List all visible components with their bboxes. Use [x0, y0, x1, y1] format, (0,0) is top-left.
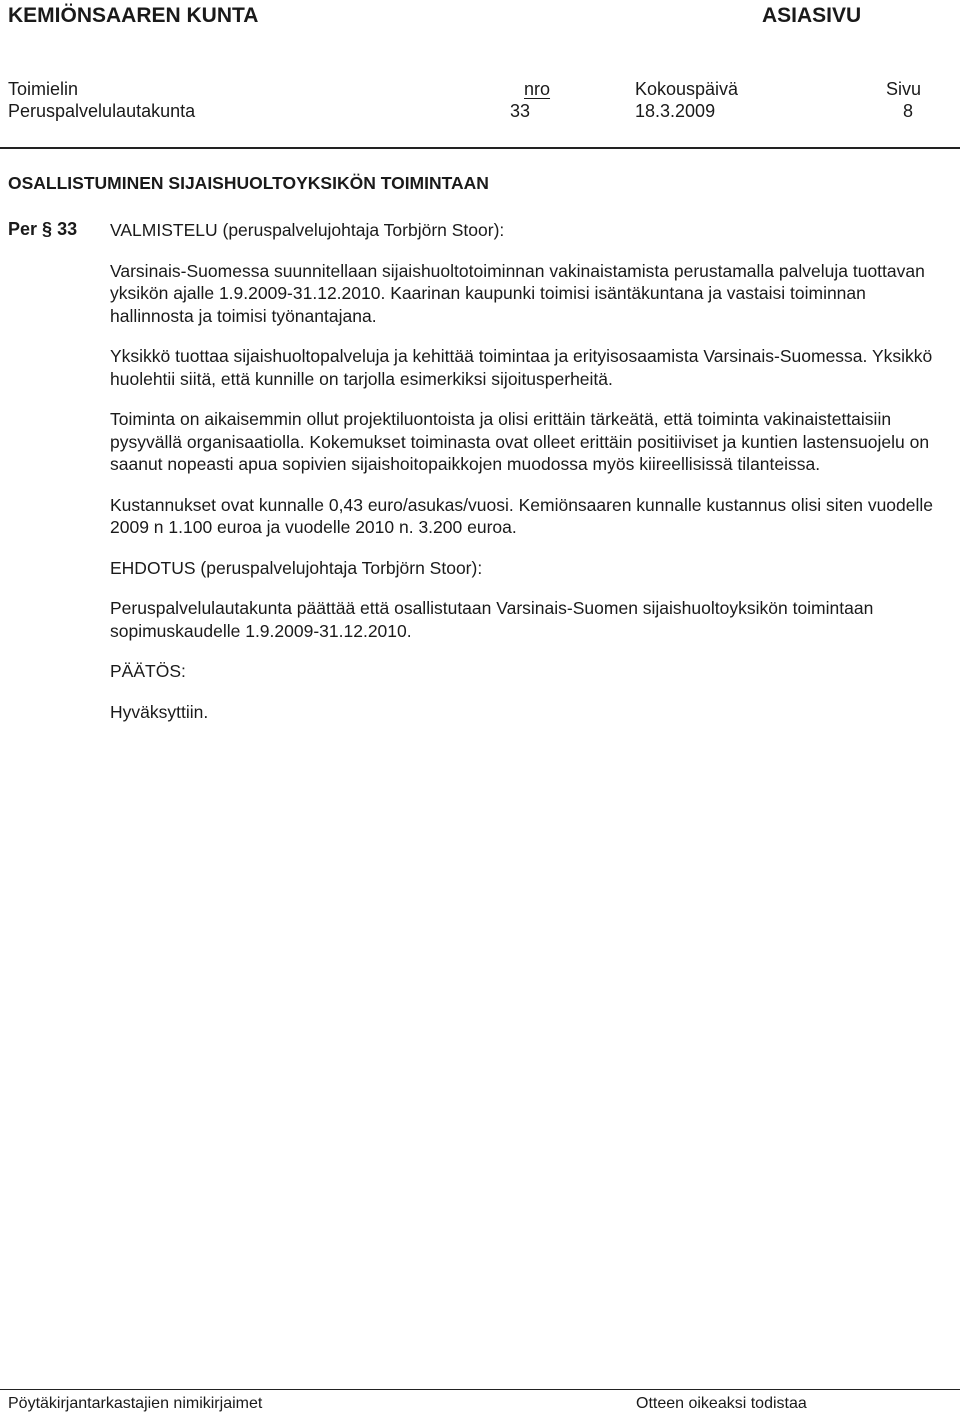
value-meeting-date: 18.3.2009 — [635, 101, 716, 121]
footer-certification: Otteen oikeaksi todistaa — [636, 1395, 807, 1412]
decision-text: Hyväksyttiin. — [110, 701, 209, 722]
footer-divider — [0, 1389, 960, 1390]
proposal-text: Peruspalvelulautakunta päättää että osallistutaan Varsinais-Suomen sijaishuoltoyksikön toimintaan sopimuskaudelle 1.9.2009-31.12.2010. — [110, 598, 874, 641]
document-type: ASIASIVU — [762, 4, 862, 27]
section-sign-icon: § — [42, 219, 53, 239]
paragraph-costs: Kustannukset ovat kunnalle 0,43 euro/asukas/vuosi. Kemiönsaaren kunnalle kustannus olisi siten vuodelle 2009 n 1.100 euroa ja vuodelle 2010 n. 3.200 euroa. — [110, 494, 934, 537]
preparation-heading: VALMISTELU (peruspalvelujohtaja Torbjörn Stoor): — [110, 220, 505, 240]
section-number: 33 — [57, 219, 78, 239]
label-page: Sivu — [886, 79, 922, 99]
value-page: 8 — [903, 101, 914, 121]
paragraph-experience: Toiminta on aikaisemmin ollut projektiluontoista ja olisi erittäin tärkeätä, että toiminta vakinaistettaisiin pysyvällä organisaatiolla. Kokemukset toiminasta ovat olleet erittäin positiiviset ja kuntien lastensuojelu on saanut nopeasti apua sopivien sijaishoitopaikkojen muodossa myös kiireellisissä tilanteissa. — [110, 409, 930, 474]
footer-reviewers-initials: Pöytäkirjantarkastajien nimikirjaimet — [8, 1395, 263, 1412]
municipality-name: KEMIÖNSAAREN KUNTA — [8, 4, 259, 27]
matter-body — [110, 219, 952, 741]
section-prefix: Per — [8, 219, 38, 239]
value-body: Peruspalvelulautakunta — [8, 101, 196, 121]
matter-title: OSALLISTUMINEN SIJAISHUOLTOYKSIKÖN TOIMINTAAN — [8, 173, 489, 193]
proposal-heading: EHDOTUS (peruspalvelujohtaja Torbjörn Stoor): — [110, 557, 483, 578]
label-meeting-date: Kokouspäivä — [635, 79, 739, 99]
paragraph-background: Varsinais-Suomessa suunnitellaan sijaishuoltotoiminnan vakinaistamista perustamalla palveluja tuottavan yksikön ajalle 1.9.2009-31.12.2010. Kaarinan kaupunki toimisi isäntäkuntana ja vastaisi toiminnan hallinnosta ja toimisi työnantajana. — [110, 260, 925, 326]
section-reference — [8, 219, 77, 240]
label-number-text: nro — [524, 79, 551, 99]
value-number: 33 — [510, 101, 531, 121]
label-number — [510, 79, 550, 100]
label-body: Toimielin — [8, 79, 79, 99]
paragraph-unit-tasks: Yksikkö tuottaa sijaishuoltopalveluja ja kehittää toimintaa ja erityisosaamista Varsinais-Suomessa. Yksikkö huolehtii siitä, että kunnille on tarjolla esimerkiksi sijoitusperheitä. — [110, 346, 933, 389]
header-divider — [0, 147, 960, 149]
decision-heading: PÄÄTÖS: — [110, 661, 186, 681]
